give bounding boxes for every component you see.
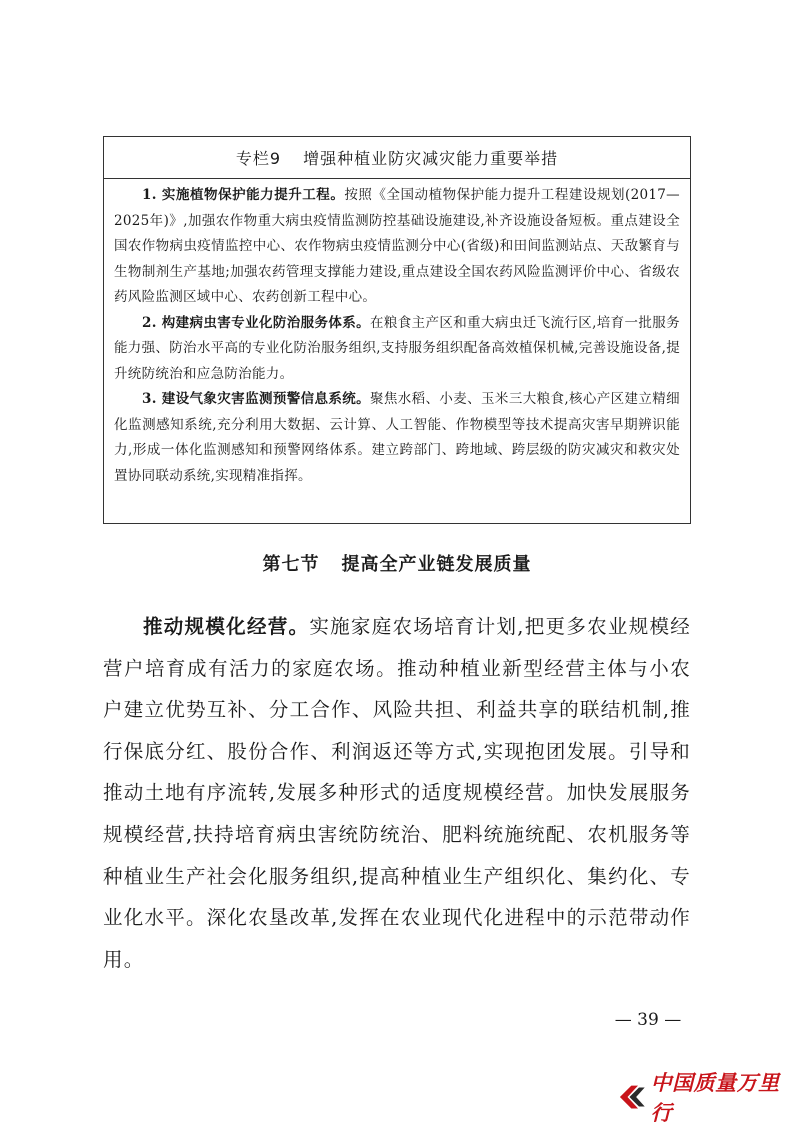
feature-item-lead: 2. 构建病虫害专业化防治服务体系。 xyxy=(142,314,370,331)
section-number: 第七节 xyxy=(262,554,320,575)
body-paragraph xyxy=(103,606,691,980)
feature-item xyxy=(114,387,680,489)
brand-chevron-logo-icon xyxy=(618,1083,647,1111)
section-title: 提高全产业链发展质量 xyxy=(341,554,532,575)
page-number: — 39 — xyxy=(614,1010,682,1030)
feature-item-lead: 3. 建设气象灾害监测预警信息系统。 xyxy=(142,391,370,407)
feature-item-text: 聚焦水稻、小麦、玉米三大粮食,核心产区建立精细化监测感知系统,充分利用大数据、云计算、人工智能、作物模型等技术提高灾害早期辨识能力,形成一体化监测感知和预警网络体系。建立跨部门、跨地域、跨层级的防灾减灾和救灾处置协同联动系统,实现精准指挥。 xyxy=(114,391,680,484)
feature-box-body xyxy=(104,179,690,489)
feature-box-number: 专栏9 xyxy=(235,149,282,168)
brand-name: 中国质量万里行 xyxy=(650,1071,780,1125)
feature-item-text: 按照《全国动植物保护能力提升工程建设规划(2017—2025年)》,加强农作物重大病虫疫情监测防控基础设施建设,补齐设施设备短板。重点建设全国农作物病虫疫情监控中心、农作物病虫疫情监测分中心(省级)和田间监测站点、天敌繁育与生物制剂生产基地;加强农药管理支撑能力建设,重点建设全国农药风险监测评价中心、省级农药风险监测区域中心、农药创新工程中心。 xyxy=(114,187,680,305)
brand-watermark xyxy=(618,1071,794,1125)
feature-item xyxy=(114,311,680,388)
body-paragraph-lead: 推动规模化经营。 xyxy=(143,615,310,638)
feature-item-lead: 1. 实施植物保护能力提升工程。 xyxy=(142,187,345,203)
body-paragraph-text: 实施家庭农场培育计划,把更多农业规模经营户培育成有活力的家庭农场。推动种植业新型经营主体与小农户建立优势互补、分工合作、风险共担、利益共享的联结机制,推行保底分红、股份合作、利润返还等方式,实现抱团发展。引导和推动土地有序流转,发展多种形式的适度规模经营。加快发展服务规模经营,扶持培育病虫害统防统治、肥料统施统配、农机服务等种植业生产社会化服务组织,提高种植业生产组织化、集约化、专业化水平。深化农垦改革,发挥在农业现代化进程中的示范带动作用。 xyxy=(103,615,691,971)
feature-box-header xyxy=(104,137,690,179)
feature-box xyxy=(103,136,691,524)
section-heading xyxy=(0,550,794,576)
feature-item xyxy=(114,183,680,311)
feature-box-title: 增强种植业防灾减灾能力重要举措 xyxy=(303,149,559,168)
feature-item-text: 在粮食主产区和重大病虫迁飞流行区,培育一批服务能力强、防治水平高的专业化防治服务组织,支持服务组织配备高效植保机械,完善设施设备,提升统防统治和应急防治能力。 xyxy=(114,314,680,382)
